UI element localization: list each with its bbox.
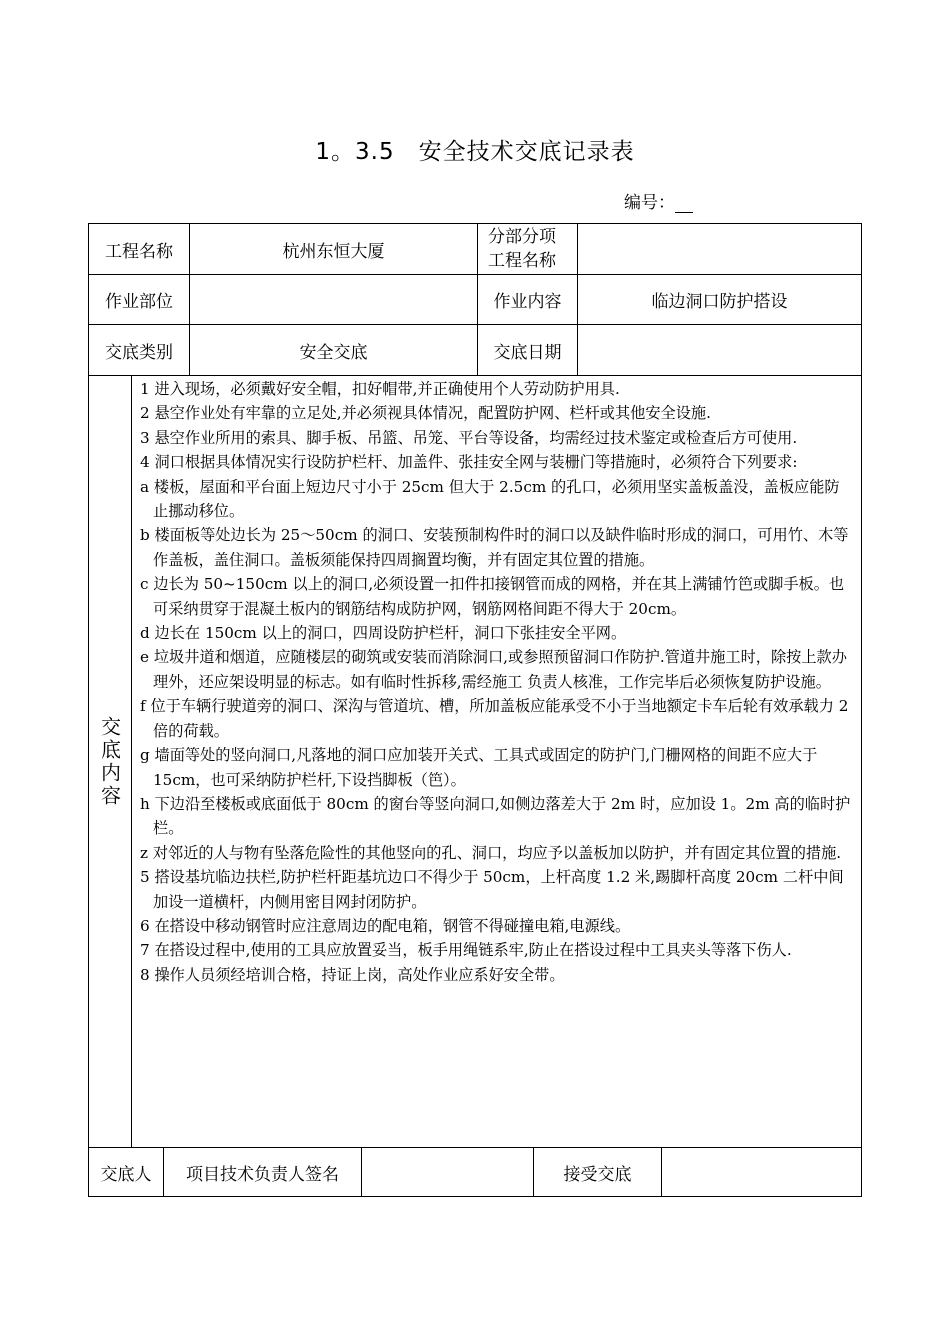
receiver-signature[interactable]	[662, 1148, 861, 1196]
tech-lead-label: 项目技术负责人签名	[186, 1164, 339, 1185]
sub-project-label	[478, 224, 577, 274]
doc-number	[624, 188, 693, 213]
content-item: 3 悬空作业所用的索具、脚手板、吊篮、吊笼、平台等设备，均需经过技术鉴定或检查后方可使用.	[140, 428, 798, 447]
receiver-label: 接受交底	[563, 1164, 632, 1185]
date-value[interactable]	[578, 325, 861, 375]
content-label	[89, 376, 131, 1147]
category-label: 交底类别	[105, 342, 173, 363]
content-body	[132, 377, 854, 987]
content-item: b 楼面板等处边长为 25～50cm 的洞口、安装预制构件时的洞口以及缺件临时形成的洞口，可用竹、木等作盖板，盖住洞口。盖板须能保持四周搁置均衡，并有固定其位置的措施。	[140, 526, 849, 569]
content-item: 8 操作人员须经培训合格，持证上岗，高处作业应系好安全带。	[140, 965, 565, 984]
project-name-label: 工程名称	[105, 241, 173, 262]
date-label: 交底日期	[493, 342, 562, 363]
content-item: 6 在搭设中移动钢管时应注意周边的配电箱，钢管不得碰撞电箱,电源线。	[140, 916, 631, 935]
project-name-value[interactable]: 杭州东恒大厦	[282, 241, 385, 262]
content-item: d 边长在 150cm 以上的洞口，四周设防护栏杆，洞口下张挂安全平网。	[140, 624, 627, 643]
content-item: 7 在搭设过程中,使用的工具应放置妥当，板手用绳链系牢,防止在搭设过程中工具夹头等落下伤人.	[140, 941, 792, 960]
work-content-label: 作业内容	[493, 292, 562, 312]
table-border-bottom	[88, 1196, 862, 1197]
content-item: 2 悬空作业处有牢靠的立足处,并必须视具体情况，配置防护网、栏杆或其他安全设施.	[140, 404, 711, 423]
work-content-value[interactable]: 临边洞口防护搭设	[651, 292, 788, 312]
doc-number-label: 编号：	[624, 193, 675, 213]
sub-project-value[interactable]	[578, 224, 861, 274]
sub-project-label-text: 分部分项工程名称	[488, 227, 556, 271]
content-item: h 下边沿至楼板或底面低于 80cm 的窗台等竖向洞口,如侧边落差大于 2m 时，应加设 1。2m 高的临时护栏。	[140, 794, 851, 838]
content-item: g 墙面等处的竖向洞口,凡落地的洞口应加装开关式、工具式或固定的防护门,门栅网格的间距不应大于 15cm，也可采纳防护栏杆,下设挡脚板（笆）。	[140, 746, 818, 789]
doc-number-blank[interactable]	[675, 196, 693, 213]
table-border-right	[861, 223, 862, 1197]
content-item: 1 进入现场，必须戴好安全帽，扣好帽带,并正确使用个人劳动防护用具.	[140, 380, 620, 398]
row-divider-3	[88, 375, 862, 376]
content-item: c 边长为 50~150cm 以上的洞口,必须设置一扣件扣接钢管而成的网格，并在其上满铺竹笆或脚手板。也可采纳贯穿于混凝土板内的钢筋结构成防护网，钢筋网格间距不得大于 20cm。	[140, 575, 845, 618]
content-item: 5 搭设基坑临边扶栏,防护栏杆距基坑边口不得少于 50cm，上杆高度 1.2 米,踢脚杆高度 20cm 二杆中间加设一道横杆，内侧用密目网封闭防护。	[140, 868, 844, 911]
discloser-label: 交底人	[100, 1164, 152, 1185]
content-item: e 垃圾井道和烟道，应随楼层的砌筑或安装而消除洞口,或参照预留洞口作防护.管道井施工时，除按上款办理外，还应架设明显的标志。如有临时性拆移,需经施工 负责人核准，工作完毕后必须恢复防护设施。	[140, 648, 847, 691]
document-title: 1。3.5 安全技术交底记录表	[315, 139, 635, 165]
tech-lead-signature[interactable]	[362, 1148, 533, 1196]
work-part-value[interactable]	[190, 275, 477, 324]
category-value[interactable]: 安全交底	[299, 342, 368, 363]
content-item: z 对邻近的人与物有坠落危险性的其他竖向的孔、洞口，均应予以盖板加以防护，并有固定其位置的措施.	[140, 843, 842, 862]
content-label-text: 交底内容	[97, 715, 122, 808]
content-item: a 楼板，屋面和平台面上短边尺寸小于 25cm 但大于 2.5cm 的孔口，必须用坚实盖板盖没，盖板应能防止挪动移位。	[140, 477, 840, 521]
content-item: 4 洞口根据具体情况实行设防护栏杆、加盖件、张挂安全网与装栅门等措施时，必须符合下列要求:	[140, 453, 798, 472]
content-item: f 位于车辆行驶道旁的洞口、深沟与管道坑、槽，所加盖板应能承受不小于当地额定卡车后轮有效承载力 2 倍的荷载。	[140, 697, 849, 740]
work-part-label: 作业部位	[105, 292, 173, 312]
